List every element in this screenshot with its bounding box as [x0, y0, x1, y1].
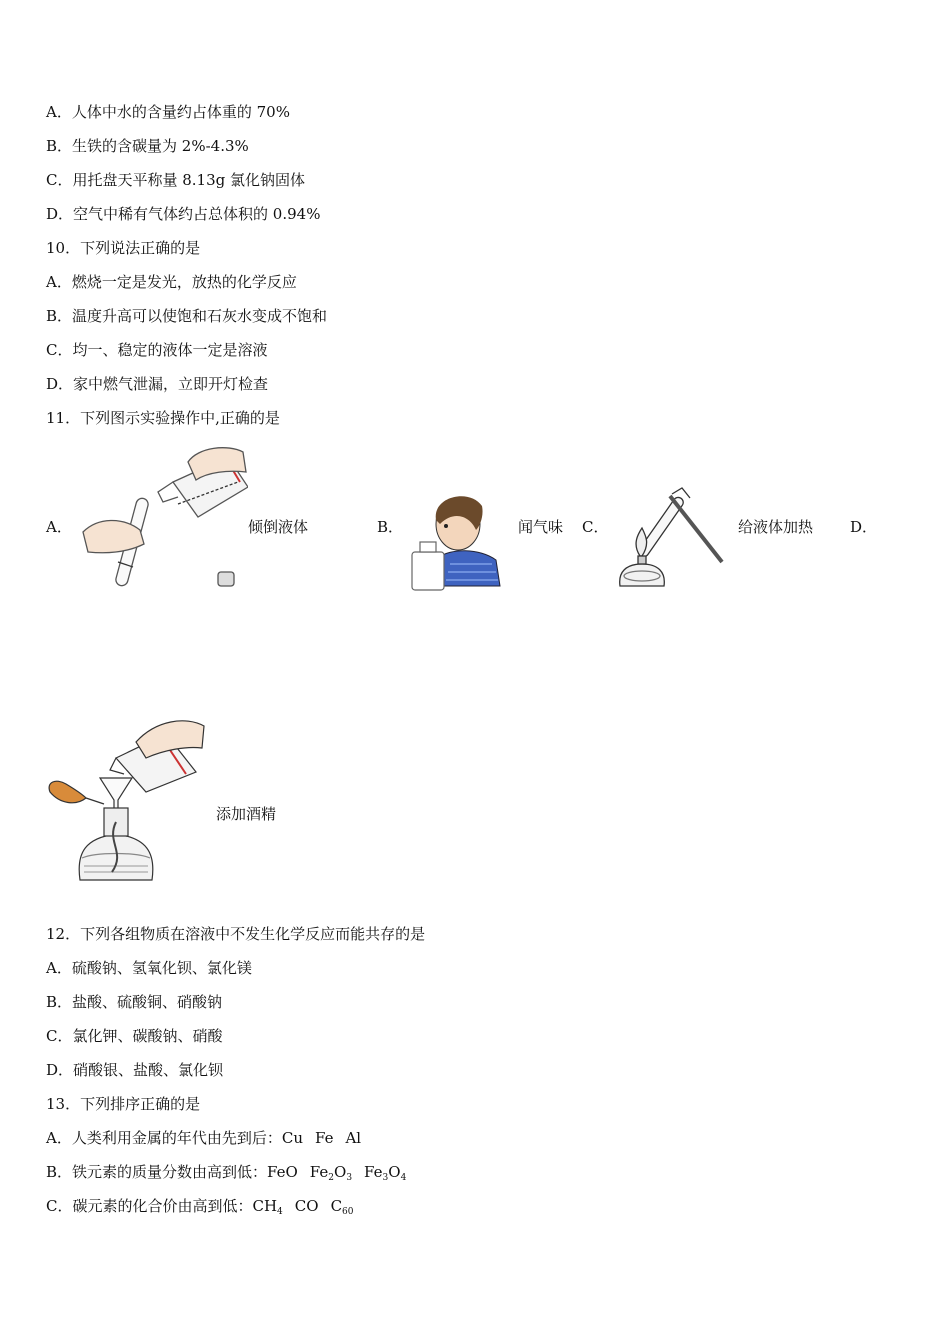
q13-option-b — [46, 1162, 406, 1182]
q10-option-a: A．燃烧一定是发光，放热的化学反应 — [46, 273, 297, 291]
q11-option-b-caption: 闻气味 — [518, 518, 564, 536]
heating-liquid-figure — [610, 484, 728, 594]
q13-option-c-prefix: C．碳元素的化合价由高到低： — [46, 1197, 253, 1215]
q13-option-b-prefix: B．铁元素的质量分数由高到低： — [46, 1163, 268, 1181]
q13-stem: 13．下列排序正确的是 — [46, 1095, 201, 1113]
q11-option-d-caption: 添加酒精 — [216, 805, 277, 823]
q11-option-c-letter: C． — [582, 518, 609, 536]
formula-co: CO — [294, 1197, 319, 1215]
q12-option-d: D．硝酸银、盐酸、氯化钡 — [46, 1061, 224, 1079]
q13-option-c — [46, 1196, 354, 1216]
q12-stem: 12．下列各组物质在溶液中不发生化学反应而能共存的是 — [46, 925, 426, 943]
formula-ch4: $CH_4$ — [252, 1197, 283, 1217]
metal-cu: Cu — [281, 1129, 303, 1147]
q9-option-a: A．人体中水的含量约占体重的 70% — [46, 103, 290, 121]
formula-c60: $C_{60}$ — [330, 1197, 354, 1217]
q11-option-c-caption: 给液体加热 — [738, 518, 814, 536]
q10-stem: 10．下列说法正确的是 — [46, 239, 201, 257]
q13-option-a — [46, 1128, 361, 1148]
q12-option-b: B．盐酸、硫酸铜、硝酸钠 — [46, 993, 223, 1011]
q10-option-c: C．均一、稳定的液体一定是溶液 — [46, 341, 268, 359]
formula-fe3o4: $Fe_3O_4$ — [364, 1163, 407, 1183]
formula-feo: FeO — [267, 1163, 298, 1181]
q9-option-c: C．用托盘天平称量 8.13g 氯化钠固体 — [46, 171, 306, 189]
pouring-liquid-figure — [78, 442, 248, 592]
metal-al: Al — [345, 1129, 362, 1147]
q12-option-a: A．硫酸钠、氢氧化钡、氯化镁 — [46, 959, 252, 977]
q10-option-b: B．温度升高可以使饱和石灰水变成不饱和 — [46, 307, 328, 325]
smelling-figure — [410, 486, 502, 594]
q10-option-d: D．家中燃气泄漏，立即开灯检查 — [46, 375, 269, 393]
q11-stem: 11．下列图示实验操作中,正确的是 — [46, 409, 280, 427]
formula-fe2o3: $Fe_2O_3$ — [309, 1163, 353, 1183]
q11-option-d-letter: D． — [850, 518, 878, 536]
metal-fe: Fe — [314, 1129, 334, 1147]
q11-option-b-letter: B． — [377, 518, 404, 536]
q13-option-a-prefix: A．人类利用金属的年代由先到后： — [46, 1129, 282, 1147]
q12-option-c: C．氯化钾、碳酸钠、硝酸 — [46, 1027, 223, 1045]
q9-option-b: B．生铁的含碳量为 2%-4.3% — [46, 137, 249, 155]
adding-alcohol-figure — [46, 712, 206, 884]
q9-option-d: D．空气中稀有气体约占总体积的 0.94% — [46, 205, 321, 223]
q11-option-a-letter: A． — [46, 518, 72, 536]
q11-option-a-caption: 倾倒液体 — [248, 518, 309, 536]
